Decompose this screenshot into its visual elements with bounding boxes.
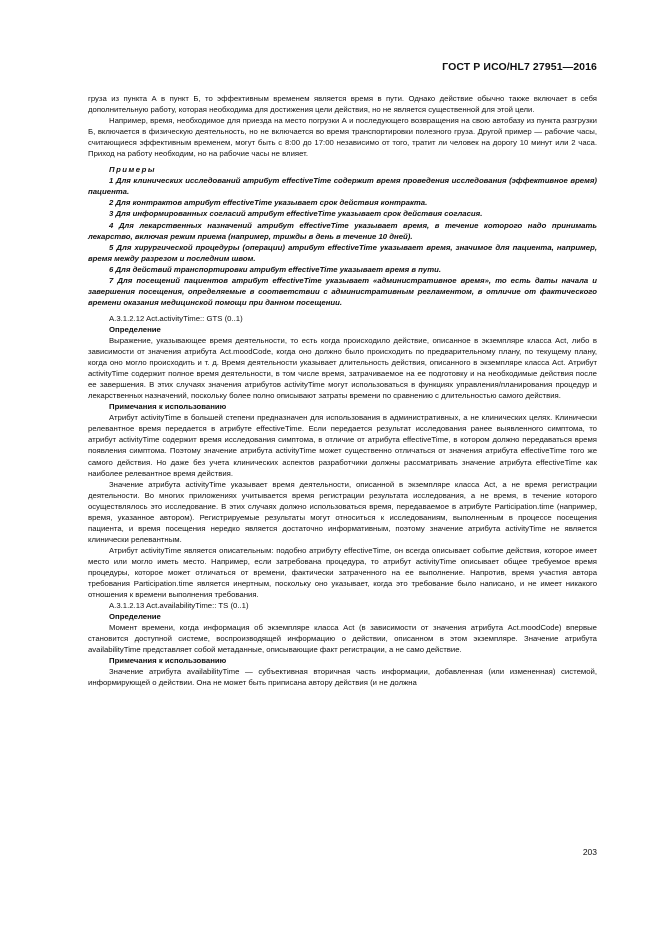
example-item: 6 Для действий транспортировки атрибут effectiveTime указывает время в пути. <box>109 264 441 274</box>
example-item: 2 Для контрактов атрибут effectiveTime указывает срок действия контракта. <box>109 198 428 208</box>
document-header: ГОСТ Р ИСО/HL7 27951—2016 <box>442 61 597 73</box>
definition-heading: Определение <box>109 612 161 622</box>
notes-heading: Примечания к использованию <box>109 656 227 666</box>
section-id: A.3.1.2.12 Act.activityTime:: GTS (0..1) <box>109 313 243 323</box>
paragraph: Атрибут activityTime является описательным: подобно атрибуту effectiveTime, он всегда описывает событие действия, которое имеет место или могло иметь место. Например, если затребована процедура, то атрибут activityTime описывает общее требуемое время процедуры, которое может отличаться от времени, фактически затраченного на ее выполнение. Напротив, время участия автора требования Participation.time является инертным, поскольку оно указывает, когда это требование было написано, и не имеет никакого отношения к времени выполнения требования. <box>88 545 597 600</box>
section-id: A.3.1.2.13 Act.availabilityTime:: TS (0..1) <box>109 601 249 611</box>
example-item: 7 Для посещений пациентов атрибут effectiveTime указывает «административное время», то есть даты начала и завершения посещения, определяемые в соответствии с административным регламентом, в отличие от фактического времени оказания медицинской помощи при данном посещении. <box>88 275 597 307</box>
examples-heading: Примеры <box>109 165 156 175</box>
paragraph: Момент времени, когда информация об экземпляре класса Act (в зависимости от значения атрибута Act.moodCode) впервые становится доступной системе, воспроизводящей информацию о действии, описанном в этом экземпляре. Значение атрибута availabilityTime представляет собой метаданные, описывающие факт регистрации, а не само действие. <box>88 623 597 655</box>
paragraph: груза из пункта А в пункт Б, то эффективным временем является время в пути. Однако действие обычно также включает в себя дополнительную работу, которая необходима для достижения цели действия, но не является существенной для этой цели. <box>88 94 597 115</box>
paragraph: Значение атрибута activityTime указывает время деятельности, описанной в экземпляре класса Act, а не время регистрации деятельности. Во многих приложениях учитывается время регистрации результата исследования, а не время, в течение которого осуществлялось это исследование. В этих случаях должно использоваться время, передаваемое в атрибуте Participation.time (например, время, указанное автором). Регистрируемые результаты могут относиться к исследованиям, выполненным в процессе посещения пациента, и время посещения нередко является достаточно информативным, поэтому значение атрибута activityTime не является клинически релевантным. <box>88 479 597 544</box>
definition-heading: Определение <box>109 324 161 334</box>
page-number: 203 <box>582 847 597 857</box>
paragraph: Выражение, указывающее время деятельности, то есть когда происходило действие, описанное в экземпляре класса Act, либо в зависимости от значения атрибута Act.moodCode, когда оно должно было происходить по предварительному плану, по текущему плану, когда оно могло происходить и т. д. Время деятельности указывает длительность действия, описанного в экземпляре класса Act. Атрибут activityTime содержит полное время деятельности, в том числе время, затрачиваемое на ее подготовку и на необходимые действия после ее завершения. В этих случаях значения атрибутов activityTime могут использоваться в функциях управления/планирования процедур и лекарственных назначений, поскольку более полно описывают затраты времени по сравнению с длительностью самого действия. <box>88 335 597 401</box>
example-item: 5 Для хирургической процедуры (операции) атрибут effectiveTime указывает время, значимое для пациента, например, время между разрезом и последним швом. <box>88 242 597 263</box>
paragraph: Например, время, необходимое для приезда на место погрузки А и последующего возвращения на свою автобазу из пункта разгрузки Б, включается в физическую деятельность, но не включается во время транспортировки полезного груза. Другой пример — рабочие часы, считающиеся эффективным временем, могут быть с 8:00 до 17:00 независимо от того, тратит ли человек на дорогу 10 минут или 2 часа. Приход на работу необходим, но на рабочие часы не влияет. <box>88 116 597 159</box>
notes-heading: Примечания к использованию <box>109 402 227 412</box>
paragraph: Атрибут activityTime в большей степени предназначен для использования в административных, а не клинических целях. Клинически релевантное время передается в атрибуте effectiveTime. Если передается результат исследования ранее выявленного симптома, то атрибут activityTime содержит время исследования симптома, в отличие от атрибута effectiveTime, в котором должно передаваться время появления симптома. Поэтому значение атрибута activityTime может существенно отличаться от значения атрибута effectiveTime того же самого действия. Но даже без учета клинических аспектов разработчики должны рассматривать значение атрибута effectiveTime как наиболее релевантное время действия. <box>88 413 597 478</box>
example-item: 1 Для клинических исследований атрибут effectiveTime содержит время проведения исследования (эффективное время) пациента. <box>88 176 597 197</box>
body-text <box>88 93 597 688</box>
paragraph: Значение атрибута availabilityTime — субъективная вторичная часть информации, добавленная (или измененная) системой, информирующей о действии. Она не может быть приписана автору действия (и не должна <box>88 667 597 688</box>
example-item: 4 Для лекарственных назначений атрибут effectiveTime указывает время, в течение которого надо принимать лекарство, включая режим приема (например, трижды в день в течение 10 дней). <box>88 220 597 241</box>
example-item: 3 Для информированных согласий атрибут effectiveTime указывает срок действия согласия. <box>109 209 483 219</box>
